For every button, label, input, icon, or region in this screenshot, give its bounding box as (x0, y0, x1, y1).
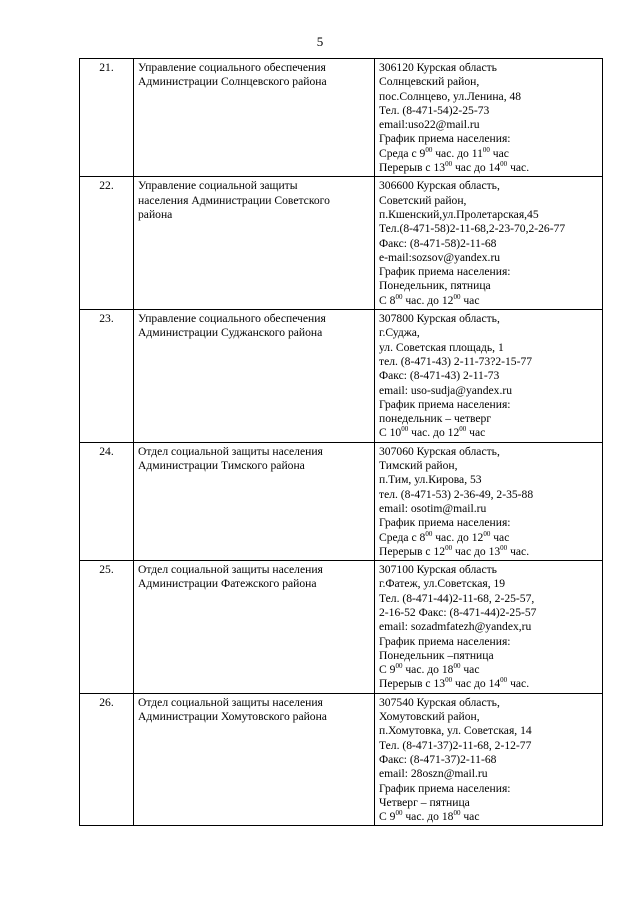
department-name-line: Отдел социальной защиты населения (138, 444, 323, 458)
schedule-text: Перерыв с 13 (379, 677, 446, 691)
department-name (134, 310, 375, 443)
schedule-text: час (460, 293, 480, 307)
schedule-text: час (460, 663, 480, 677)
contact-line: Тел. (8-471-37)2-11-68, 2-12-77 (379, 738, 532, 752)
table-row (80, 177, 603, 310)
table-row (80, 310, 603, 443)
contact-line: email: 28oszn@mail.ru (379, 767, 488, 781)
contact-line: понедельник – четверг (379, 412, 492, 426)
schedule-text: час. до 12 (402, 293, 454, 307)
contact-line: Солнцевский район, (379, 75, 480, 89)
schedule-minutes: 00 (425, 145, 433, 154)
schedule-text: час (490, 530, 510, 544)
table-row (80, 561, 603, 694)
contact-line: График приема населения: (379, 265, 511, 279)
department-name-line: Управление социального обеспечения (138, 61, 326, 74)
department-name (134, 59, 375, 177)
schedule-minutes: 00 (401, 425, 409, 434)
contact-line: email:uso22@mail.ru (379, 118, 480, 132)
department-name-line: Администрации Суджанского района (138, 326, 323, 340)
schedule-minutes: 00 (425, 529, 433, 538)
contact-line: e-mail:sozsov@yandex.ru (379, 250, 501, 264)
schedule-text: С 9 (379, 663, 396, 677)
contact-line: 306120 Курская область (379, 61, 497, 74)
contact-line: тел. (8-471-53) 2-36-49, 2-35-88 (379, 487, 534, 501)
contact-line: Тел. (8-471-44)2-11-68, 2-25-57, (379, 591, 535, 605)
schedule-minutes: 00 (483, 529, 491, 538)
schedule-minutes: 00 (453, 809, 461, 818)
schedule-minutes: 00 (500, 676, 508, 685)
department-name-line: района (138, 207, 173, 221)
schedule-text: час до 13 (452, 544, 501, 558)
contact-line: График приема населения: (379, 516, 511, 530)
contact-line: 307800 Курская область, (379, 312, 500, 326)
contact-info (375, 59, 603, 177)
row-number: 23. (80, 310, 134, 443)
contact-line: п.Кшенский,ул.Пролетарская,45 (379, 207, 539, 221)
schedule-text: Перерыв с 12 (379, 544, 446, 558)
department-name-line: Администрации Фатежского района (138, 577, 317, 591)
schedule-text: час (466, 426, 486, 440)
schedule-text: час. до 11 (432, 146, 483, 160)
schedule-minutes: 00 (500, 543, 508, 552)
schedule-text: С 9 (379, 810, 396, 824)
schedule-text: час. (507, 161, 530, 175)
contact-line: Тел.(8-471-58)2-11-68,2-23-70,2-26-77 (379, 222, 566, 236)
schedule-line (379, 161, 598, 175)
contact-line: 2-16-52 Факс: (8-471-44)2-25-57 (379, 605, 537, 619)
schedule-text: час. до 12 (408, 426, 460, 440)
contact-line: Тел. (8-471-54)2-25-73 (379, 103, 490, 117)
schedule-text: час (460, 810, 480, 824)
schedule-minutes: 00 (453, 662, 461, 671)
contact-line: пос.Солнцево, ул.Ленина, 48 (379, 89, 522, 103)
schedule-line (379, 294, 598, 308)
contact-line: п.Хомутовка, ул. Советская, 14 (379, 724, 532, 738)
department-name-line: Отдел социальной защиты населения (138, 563, 323, 577)
contact-info (375, 442, 603, 560)
schedule-text: час. (507, 544, 530, 558)
row-number: 25. (80, 561, 134, 694)
contact-line: Факс: (8-471-37)2-11-68 (379, 752, 497, 766)
contact-line: График приема населения: (379, 634, 511, 648)
schedule-line (379, 663, 598, 677)
table-row (80, 442, 603, 560)
page-number: 5 (316, 34, 324, 49)
department-name-line: Управление социального обеспечения (138, 312, 326, 326)
schedule-text: час. до 18 (402, 810, 454, 824)
contact-line: Факс: (8-471-43) 2-11-73 (379, 369, 500, 383)
schedule-text: час. (507, 677, 530, 691)
contact-line: 307060 Курская область, (379, 444, 500, 458)
schedule-text: С 8 (379, 293, 396, 307)
schedule-minutes: 00 (445, 543, 453, 552)
contact-line: График приема населения: (379, 781, 511, 795)
schedule-text: Перерыв с 13 (379, 161, 446, 175)
contact-line: График приема населения: (379, 132, 511, 146)
schedule-text: час до 14 (452, 161, 501, 175)
row-number: 26. (80, 693, 134, 826)
contact-line: п.Тим, ул.Кирова, 53 (379, 473, 482, 487)
schedule-minutes: 00 (459, 425, 467, 434)
contact-line: Понедельник, пятница (379, 279, 491, 293)
schedule-minutes: 00 (500, 160, 508, 169)
schedule-minutes: 00 (453, 292, 461, 301)
schedule-minutes: 00 (395, 662, 403, 671)
department-name (134, 177, 375, 310)
contact-line: 307540 Курская область, (379, 695, 500, 709)
contact-line: email: osotim@mail.ru (379, 501, 487, 515)
table-row (80, 693, 603, 826)
department-name (134, 561, 375, 694)
contact-line: 306600 Курская область, (379, 179, 500, 193)
contact-line: ул. Советская площадь, 1 (379, 340, 504, 354)
schedule-minutes: 00 (445, 160, 453, 169)
contact-info (375, 310, 603, 443)
department-name (134, 442, 375, 560)
contact-line: Четверг – пятница (379, 795, 470, 809)
schedule-text: час до 14 (452, 677, 501, 691)
schedule-text: Среда с 9 (379, 146, 426, 160)
contact-line: Советский район, (379, 193, 467, 207)
department-name-line: Управление социальной защиты (138, 179, 298, 193)
schedule-minutes: 00 (482, 145, 490, 154)
contact-info (375, 693, 603, 826)
departments-table (79, 58, 603, 826)
contact-line: тел. (8-471-43) 2-11-73?2-15-77 (379, 354, 533, 368)
department-name (134, 693, 375, 826)
department-name-line: Администрации Солнцевского района (138, 75, 327, 89)
contact-line: email: uso-sudja@yandex.ru (379, 383, 513, 397)
department-name-line: Отдел социальной защиты населения (138, 695, 323, 709)
schedule-line (379, 810, 598, 824)
schedule-line (379, 147, 598, 161)
contact-line: Понедельник –пятница (379, 648, 494, 662)
schedule-minutes: 00 (395, 809, 403, 818)
schedule-text: Среда с 8 (379, 530, 426, 544)
schedule-line (379, 677, 598, 691)
schedule-text: час. до 12 (432, 530, 484, 544)
contact-line: График приема населения: (379, 397, 511, 411)
schedule-text: С 10 (379, 426, 402, 440)
department-name-line: Администрации Тимского района (138, 459, 305, 473)
schedule-line (379, 426, 598, 440)
schedule-text: час (489, 146, 509, 160)
department-name-line: Администрации Хомутовского района (138, 710, 327, 724)
contact-line: 307100 Курская область (379, 563, 497, 577)
contact-line: г.Фатеж, ул.Советская, 19 (379, 577, 506, 591)
contact-info (375, 561, 603, 694)
schedule-minutes: 00 (445, 676, 453, 685)
table-row (80, 59, 603, 177)
row-number: 24. (80, 442, 134, 560)
department-name-line: населения Администрации Советского (138, 193, 330, 207)
contact-line: email: sozadmfatezh@yandex,ru (379, 620, 532, 634)
contact-info (375, 177, 603, 310)
row-number: 22. (80, 177, 134, 310)
contact-line: Тимский район, (379, 459, 458, 473)
contact-line: г.Суджа, (379, 326, 420, 340)
contact-line: Факс: (8-471-58)2-11-68 (379, 236, 497, 250)
schedule-text: час. до 18 (402, 663, 454, 677)
schedule-line (379, 545, 598, 559)
schedule-line (379, 531, 598, 545)
row-number: 21. (80, 59, 134, 177)
contact-line: Хомутовский район, (379, 710, 480, 724)
schedule-minutes: 00 (395, 292, 403, 301)
